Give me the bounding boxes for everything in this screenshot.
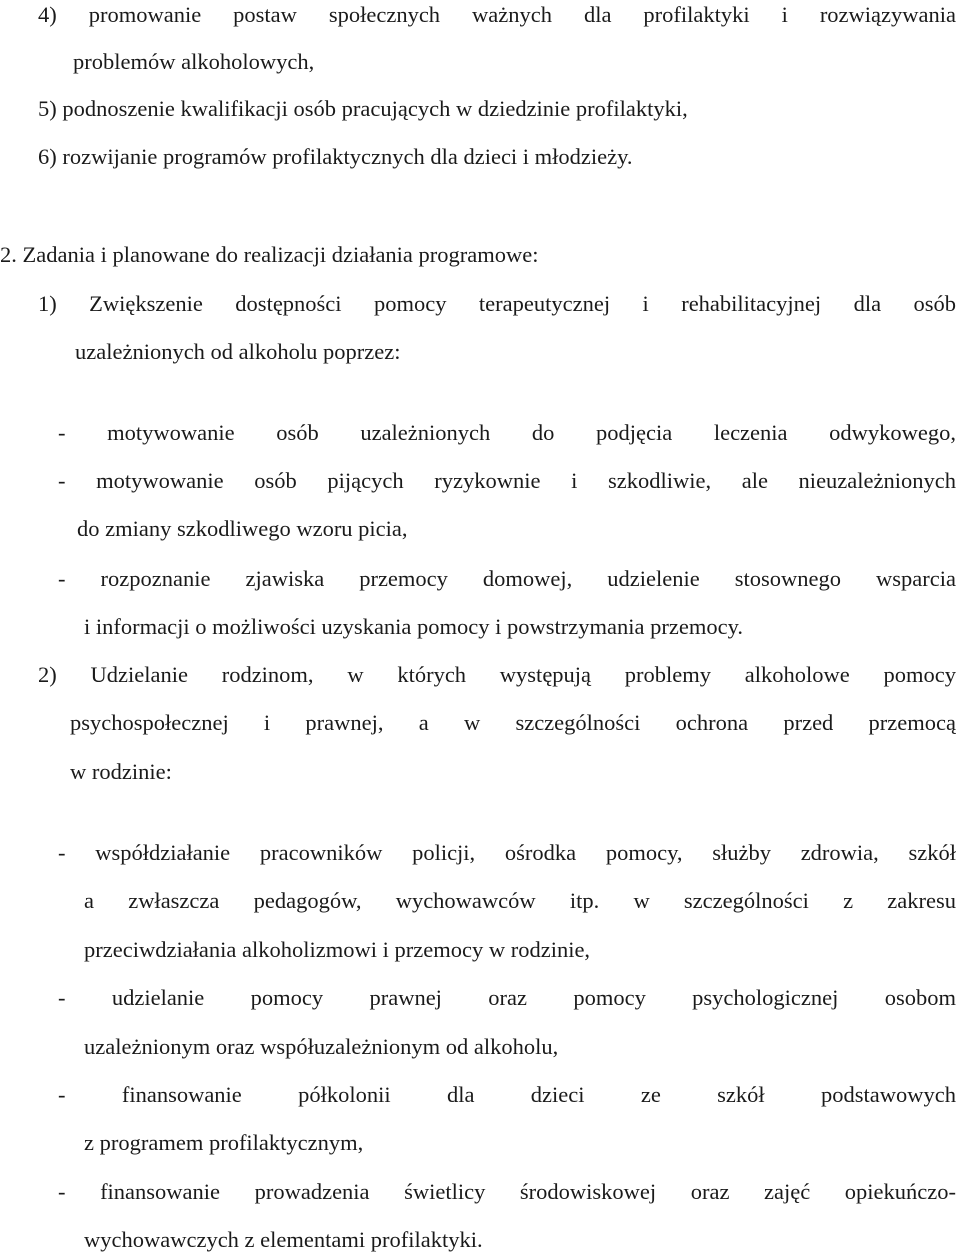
section-heading-2: 2. Zadania i planowane do realizacji działania programowe: — [0, 242, 539, 267]
list-item-6: 6) rozwijanie programów profilaktycznych dla dzieci i młodzieży. — [38, 144, 633, 169]
bullet-motywowanie-uzaleznionych: - motywowanie osób uzależnionych do podjęcia leczenia odwykowego, — [58, 420, 956, 445]
list-item-4-continuation: problemów alkoholowych, — [73, 49, 315, 74]
bullet-rozpoznanie-przemocy-continuation: i informacji o możliwości uzyskania pomocy i powstrzymania przemocy. — [84, 614, 743, 639]
task-item-1: 1) Zwiększenie dostępności pomocy terapeutycznej i rehabilitacyjnej dla osób — [38, 291, 956, 316]
task-item-2-continuation: psychospołecznej i prawnej, a w szczególności ochrona przed przemocą — [70, 710, 956, 735]
task-item-2-continuation-2: w rodzinie: — [70, 759, 172, 784]
bullet-polkolonie: - finansowanie półkolonii dla dzieci ze szkół podstawowych — [58, 1082, 956, 1107]
list-item-4: 4) promowanie postaw społecznych ważnych dla profilaktyki i rozwiązywania — [38, 2, 956, 27]
bullet-polkolonie-continuation: z programem profilaktycznym, — [84, 1130, 364, 1155]
task-item-2: 2) Udzielanie rodzinom, w których występują problemy alkoholowe pomocy — [38, 662, 956, 687]
list-item-5: 5) podnoszenie kwalifikacji osób pracujących w dziedzinie profilaktyki, — [38, 96, 688, 121]
bullet-swietlica-continuation: wychowawczych z elementami profilaktyki. — [84, 1227, 483, 1252]
bullet-swietlica: - finansowanie prowadzenia świetlicy środowiskowej oraz zajęć opiekuńczo- — [58, 1179, 956, 1204]
bullet-pomoc-prawna: - udzielanie pomocy prawnej oraz pomocy psychologicznej osobom — [58, 985, 956, 1010]
bullet-rozpoznanie-przemocy: - rozpoznanie zjawiska przemocy domowej, udzielenie stosownego wsparcia — [58, 566, 956, 591]
bullet-pomoc-prawna-continuation: uzależnionym oraz współuzależnionym od alkoholu, — [84, 1034, 559, 1059]
bullet-motywowanie-pijacych-continuation: do zmiany szkodliwego wzoru picia, — [77, 516, 408, 541]
bullet-motywowanie-pijacych: - motywowanie osób pijących ryzykownie i szkodliwie, ale nieuzależnionych — [58, 468, 956, 493]
task-item-1-continuation: uzależnionych od alkoholu poprzez: — [75, 339, 401, 364]
bullet-wspoldzialanie-continuation-2: przeciwdziałania alkoholizmowi i przemocy w rodzinie, — [84, 937, 591, 962]
bullet-wspoldzialanie-continuation: a zwłaszcza pedagogów, wychowawców itp. w szczególności z zakresu — [84, 888, 956, 913]
bullet-wspoldzialanie: - współdziałanie pracowników policji, ośrodka pomocy, służby zdrowia, szkół — [58, 840, 956, 865]
